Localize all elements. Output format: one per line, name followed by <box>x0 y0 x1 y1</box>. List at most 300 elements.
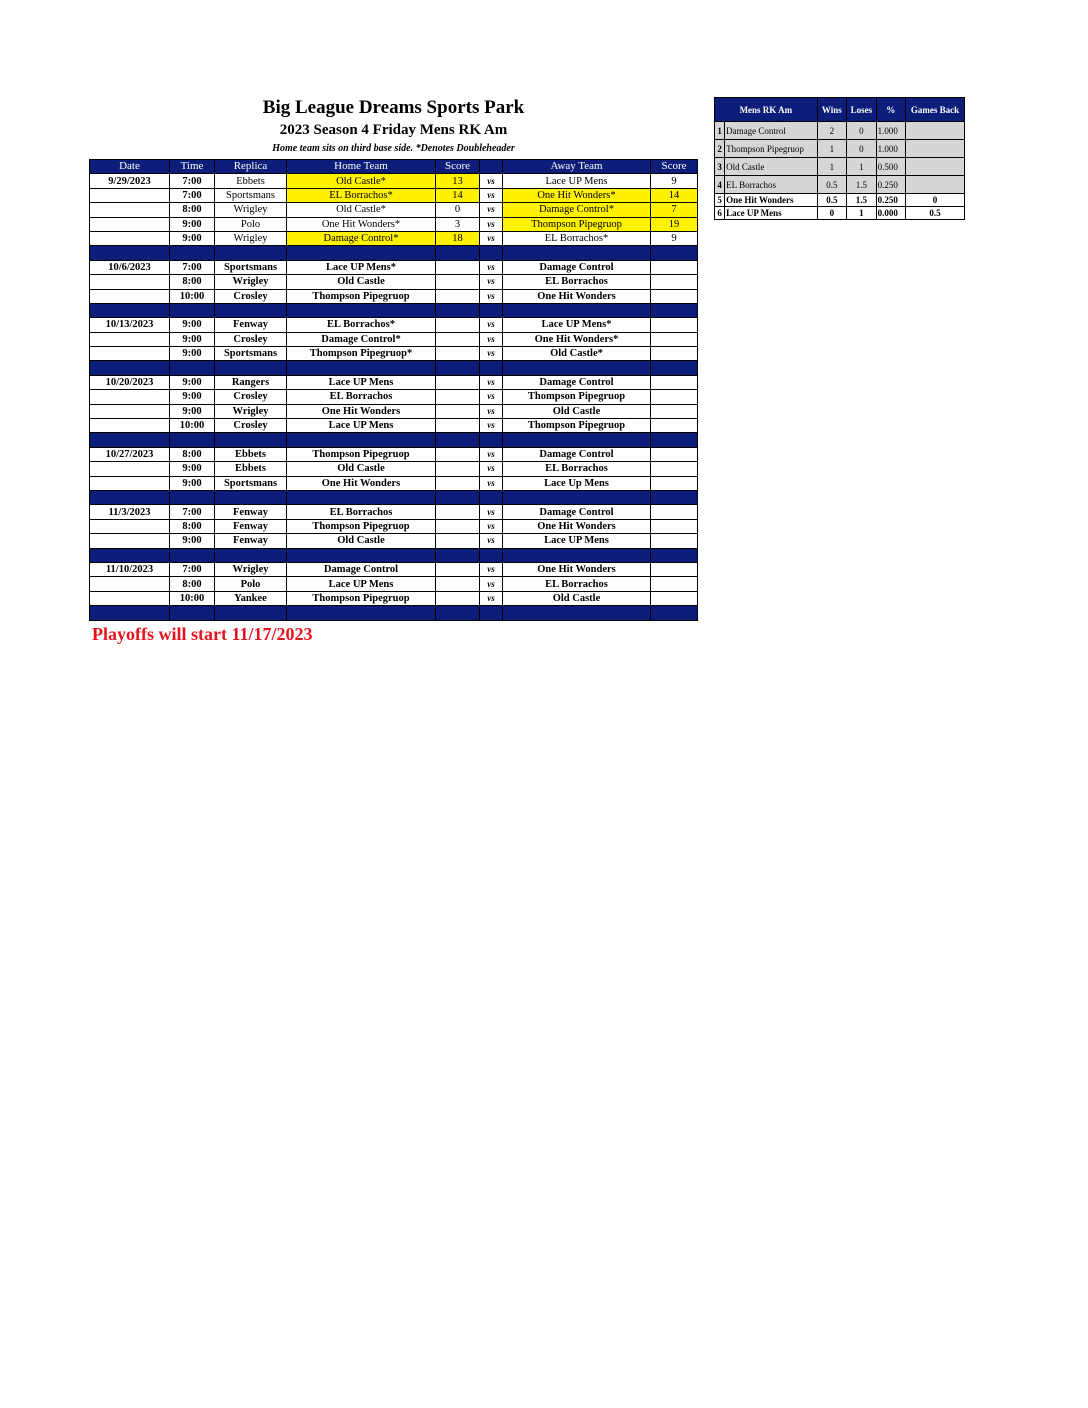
away-team: EL Borrachos <box>503 462 651 476</box>
standings-loses: 1 <box>847 207 876 220</box>
game-row <box>90 188 698 202</box>
game-replica: Fenway <box>215 318 287 332</box>
standings-rank: 4 <box>715 176 725 194</box>
game-replica: Sportsmans <box>215 260 287 274</box>
game-date <box>90 462 170 476</box>
away-score <box>651 318 698 332</box>
standings-games-back <box>906 140 965 158</box>
vs-label: vs <box>480 275 503 289</box>
home-team: Damage Control* <box>287 332 436 346</box>
standings-team: Lace UP Mens <box>725 207 817 220</box>
game-replica: Wrigley <box>215 275 287 289</box>
home-team: Old Castle* <box>287 203 436 217</box>
game-date <box>90 231 170 245</box>
away-team: Old Castle <box>503 591 651 605</box>
game-replica: Ebbets <box>215 462 287 476</box>
separator-cell <box>480 303 503 317</box>
home-score <box>436 534 480 548</box>
game-row <box>90 289 698 303</box>
home-team: Damage Control <box>287 562 436 576</box>
home-score <box>436 289 480 303</box>
standings-wins: 0.5 <box>817 194 846 207</box>
game-time: 7:00 <box>170 188 215 202</box>
standings-games-back: 0.5 <box>906 207 965 220</box>
away-team: Damage Control* <box>503 203 651 217</box>
standings-rank: 3 <box>715 158 725 176</box>
home-team: EL Borrachos* <box>287 318 436 332</box>
standings-team: Damage Control <box>725 122 817 140</box>
home-score <box>436 562 480 576</box>
standings-team: Thompson Pipegruop <box>725 140 817 158</box>
home-team: Thompson Pipegruop <box>287 289 436 303</box>
away-team: EL Borrachos* <box>503 231 651 245</box>
vs-label: vs <box>480 318 503 332</box>
week-separator-row <box>90 246 698 260</box>
separator-cell <box>215 606 287 620</box>
away-team: Old Castle <box>503 404 651 418</box>
vs-label: vs <box>480 519 503 533</box>
standings-games-back: 0 <box>906 194 965 207</box>
away-score <box>651 375 698 389</box>
game-date <box>90 476 170 490</box>
game-row <box>90 375 698 389</box>
vs-label: vs <box>480 419 503 433</box>
game-date <box>90 534 170 548</box>
game-date <box>90 390 170 404</box>
standings-games-back <box>906 176 965 194</box>
home-score <box>436 318 480 332</box>
away-score <box>651 347 698 361</box>
standings-row <box>715 140 965 158</box>
away-team: Damage Control <box>503 505 651 519</box>
home-team: Thompson Pipegruop <box>287 519 436 533</box>
game-replica: Wrigley <box>215 231 287 245</box>
away-team: Damage Control <box>503 260 651 274</box>
game-row <box>90 447 698 461</box>
standings-games-back <box>906 122 965 140</box>
vs-label: vs <box>480 577 503 591</box>
separator-cell <box>287 606 436 620</box>
game-date: 10/13/2023 <box>90 318 170 332</box>
home-score: 3 <box>436 217 480 231</box>
schedule-table <box>89 159 698 621</box>
header-away-team: Away Team <box>503 160 651 174</box>
standings-loses: 1.5 <box>847 194 876 207</box>
header-home-score: Score <box>436 160 480 174</box>
playoffs-notice: Playoffs will start 11/17/2023 <box>92 624 313 644</box>
game-date <box>90 591 170 605</box>
separator-cell <box>436 433 480 447</box>
away-team: One Hit Wonders <box>503 562 651 576</box>
separator-cell <box>503 548 651 562</box>
week-separator-row <box>90 361 698 375</box>
standings-pct: 1.000 <box>876 140 905 158</box>
separator-cell <box>170 433 215 447</box>
separator-cell <box>651 548 698 562</box>
home-team: Thompson Pipegruop <box>287 591 436 605</box>
standings-pct: 0.500 <box>876 158 905 176</box>
week-separator-row <box>90 303 698 317</box>
game-replica: Crosley <box>215 419 287 433</box>
home-team: Lace UP Mens <box>287 577 436 591</box>
away-score: 9 <box>651 231 698 245</box>
vs-label: vs <box>480 289 503 303</box>
game-time: 9:00 <box>170 462 215 476</box>
separator-cell <box>436 490 480 504</box>
standings-team: Old Castle <box>725 158 817 176</box>
separator-cell <box>90 490 170 504</box>
away-team: Thompson Pipegruop <box>503 217 651 231</box>
game-date: 11/10/2023 <box>90 562 170 576</box>
vs-label: vs <box>480 217 503 231</box>
standings-pct: 0.000 <box>876 207 905 220</box>
vs-label: vs <box>480 203 503 217</box>
away-team: Thompson Pipegruop <box>503 390 651 404</box>
standings-table <box>714 97 965 220</box>
standings-header-games-back: Games Back <box>906 98 965 122</box>
away-team: Lace Up Mens <box>503 476 651 490</box>
home-score <box>436 577 480 591</box>
away-score <box>651 519 698 533</box>
game-date: 10/20/2023 <box>90 375 170 389</box>
home-score <box>436 591 480 605</box>
separator-cell <box>651 361 698 375</box>
separator-cell <box>480 490 503 504</box>
away-team: Lace UP Mens <box>503 534 651 548</box>
game-time: 9:00 <box>170 375 215 389</box>
game-replica: Polo <box>215 577 287 591</box>
standings-header-team: Mens RK Am <box>715 98 818 122</box>
home-team: EL Borrachos <box>287 505 436 519</box>
away-team: One Hit Wonders* <box>503 188 651 202</box>
standings-rank: 2 <box>715 140 725 158</box>
standings-wins: 2 <box>817 122 846 140</box>
standings-row <box>715 176 965 194</box>
game-replica: Fenway <box>215 534 287 548</box>
separator-cell <box>170 548 215 562</box>
separator-cell <box>503 433 651 447</box>
vs-label: vs <box>480 462 503 476</box>
separator-cell <box>287 548 436 562</box>
game-date <box>90 347 170 361</box>
separator-cell <box>287 361 436 375</box>
game-time: 8:00 <box>170 203 215 217</box>
home-score: 13 <box>436 174 480 188</box>
separator-cell <box>651 303 698 317</box>
separator-cell <box>503 303 651 317</box>
home-score: 14 <box>436 188 480 202</box>
separator-cell <box>215 490 287 504</box>
game-row <box>90 419 698 433</box>
separator-cell <box>480 433 503 447</box>
game-date <box>90 419 170 433</box>
game-date: 11/3/2023 <box>90 505 170 519</box>
standings-games-back <box>906 158 965 176</box>
game-replica: Polo <box>215 217 287 231</box>
home-score <box>436 519 480 533</box>
away-score <box>651 505 698 519</box>
standings-header-pct: % <box>876 98 905 122</box>
away-score <box>651 591 698 605</box>
away-team: Lace UP Mens* <box>503 318 651 332</box>
standings-pct: 1.000 <box>876 122 905 140</box>
game-time: 10:00 <box>170 591 215 605</box>
separator-cell <box>480 606 503 620</box>
home-team: Thompson Pipegruop* <box>287 347 436 361</box>
standings-loses: 0 <box>847 122 876 140</box>
game-row <box>90 534 698 548</box>
vs-label: vs <box>480 332 503 346</box>
separator-cell <box>480 548 503 562</box>
home-team: One Hit Wonders <box>287 476 436 490</box>
game-time: 9:00 <box>170 217 215 231</box>
schedule-header-row <box>90 160 698 174</box>
schedule-body <box>90 174 698 620</box>
separator-cell <box>215 433 287 447</box>
home-team: Old Castle* <box>287 174 436 188</box>
away-score <box>651 447 698 461</box>
separator-cell <box>287 246 436 260</box>
game-date <box>90 332 170 346</box>
away-team: EL Borrachos <box>503 275 651 289</box>
game-replica: Rangers <box>215 375 287 389</box>
game-row <box>90 404 698 418</box>
game-row <box>90 390 698 404</box>
standings-loses: 1 <box>847 158 876 176</box>
standings-pct: 0.250 <box>876 194 905 207</box>
separator-cell <box>503 361 651 375</box>
separator-cell <box>436 606 480 620</box>
game-time: 9:00 <box>170 476 215 490</box>
game-replica: Crosley <box>215 289 287 303</box>
home-team: One Hit Wonders* <box>287 217 436 231</box>
vs-label: vs <box>480 591 503 605</box>
away-score: 19 <box>651 217 698 231</box>
separator-cell <box>215 246 287 260</box>
separator-cell <box>436 548 480 562</box>
separator-cell <box>503 246 651 260</box>
away-team: One Hit Wonders <box>503 289 651 303</box>
home-team: Old Castle <box>287 534 436 548</box>
game-replica: Sportsmans <box>215 188 287 202</box>
game-time: 9:00 <box>170 534 215 548</box>
away-score <box>651 534 698 548</box>
game-date <box>90 289 170 303</box>
separator-cell <box>170 490 215 504</box>
separator-cell <box>90 246 170 260</box>
game-replica: Crosley <box>215 332 287 346</box>
page-title: Big League Dreams Sports Park <box>262 97 525 118</box>
week-separator-row <box>90 490 698 504</box>
home-team: Old Castle <box>287 462 436 476</box>
game-replica: Yankee <box>215 591 287 605</box>
away-score <box>651 577 698 591</box>
game-time: 10:00 <box>170 419 215 433</box>
standings-row <box>715 158 965 176</box>
vs-label: vs <box>480 390 503 404</box>
schedule-note: Home team sits on third base side. *Denotes Doubleheader <box>272 143 515 154</box>
game-replica: Ebbets <box>215 447 287 461</box>
home-team: Thompson Pipegruop <box>287 447 436 461</box>
separator-cell <box>90 433 170 447</box>
separator-cell <box>436 303 480 317</box>
standings-team: EL Borrachos <box>725 176 817 194</box>
header-date: Date <box>90 160 170 174</box>
game-time: 9:00 <box>170 390 215 404</box>
separator-cell <box>651 246 698 260</box>
header-vs-spacer <box>480 160 503 174</box>
game-time: 8:00 <box>170 275 215 289</box>
home-team: Lace UP Mens* <box>287 260 436 274</box>
game-time: 9:00 <box>170 332 215 346</box>
away-score <box>651 562 698 576</box>
separator-cell <box>651 606 698 620</box>
separator-cell <box>90 303 170 317</box>
separator-cell <box>480 361 503 375</box>
separator-cell <box>215 361 287 375</box>
vs-label: vs <box>480 562 503 576</box>
game-row <box>90 462 698 476</box>
game-time: 8:00 <box>170 577 215 591</box>
home-score: 18 <box>436 231 480 245</box>
home-team: Lace UP Mens <box>287 419 436 433</box>
game-time: 9:00 <box>170 347 215 361</box>
standings-rank: 1 <box>715 122 725 140</box>
separator-cell <box>287 490 436 504</box>
game-date <box>90 203 170 217</box>
game-row <box>90 332 698 346</box>
game-row <box>90 275 698 289</box>
game-row <box>90 174 698 188</box>
home-score <box>436 505 480 519</box>
standings-rank: 6 <box>715 207 725 220</box>
away-team: Lace UP Mens <box>503 174 651 188</box>
vs-label: vs <box>480 447 503 461</box>
game-row <box>90 260 698 274</box>
game-date <box>90 188 170 202</box>
standings-wins: 1 <box>817 140 846 158</box>
vs-label: vs <box>480 404 503 418</box>
separator-cell <box>287 303 436 317</box>
game-date: 9/29/2023 <box>90 174 170 188</box>
home-score <box>436 462 480 476</box>
game-row <box>90 476 698 490</box>
header-time: Time <box>170 160 215 174</box>
separator-cell <box>480 246 503 260</box>
game-time: 7:00 <box>170 562 215 576</box>
home-score <box>436 375 480 389</box>
away-team: One Hit Wonders* <box>503 332 651 346</box>
game-replica: Wrigley <box>215 203 287 217</box>
game-row <box>90 217 698 231</box>
home-team: EL Borrachos <box>287 390 436 404</box>
standings-row <box>715 194 965 207</box>
separator-cell <box>651 490 698 504</box>
away-team: Damage Control <box>503 447 651 461</box>
away-score: 7 <box>651 203 698 217</box>
home-score <box>436 419 480 433</box>
separator-cell <box>90 548 170 562</box>
game-date <box>90 519 170 533</box>
game-row <box>90 318 698 332</box>
separator-cell <box>503 606 651 620</box>
header-home-team: Home Team <box>287 160 436 174</box>
home-score <box>436 476 480 490</box>
vs-label: vs <box>480 260 503 274</box>
game-date <box>90 404 170 418</box>
game-date <box>90 577 170 591</box>
standings-wins: 0 <box>817 207 846 220</box>
away-score <box>651 260 698 274</box>
game-time: 7:00 <box>170 174 215 188</box>
game-row <box>90 519 698 533</box>
home-team: Old Castle <box>287 275 436 289</box>
separator-cell <box>651 433 698 447</box>
game-time: 10:00 <box>170 289 215 303</box>
game-date <box>90 217 170 231</box>
game-time: 9:00 <box>170 231 215 245</box>
game-time: 9:00 <box>170 318 215 332</box>
away-team: Thompson Pipegruop <box>503 419 651 433</box>
game-replica: Sportsmans <box>215 476 287 490</box>
game-time: 9:00 <box>170 404 215 418</box>
game-row <box>90 505 698 519</box>
away-score <box>651 476 698 490</box>
away-score <box>651 289 698 303</box>
separator-cell <box>90 361 170 375</box>
header-away-score: Score <box>651 160 698 174</box>
vs-label: vs <box>480 505 503 519</box>
game-replica: Fenway <box>215 519 287 533</box>
standings-pct: 0.250 <box>876 176 905 194</box>
away-score <box>651 404 698 418</box>
separator-cell <box>215 548 287 562</box>
vs-label: vs <box>480 347 503 361</box>
game-date: 10/6/2023 <box>90 260 170 274</box>
game-replica: Sportsmans <box>215 347 287 361</box>
game-date: 10/27/2023 <box>90 447 170 461</box>
game-row <box>90 203 698 217</box>
home-score: 0 <box>436 203 480 217</box>
game-replica: Fenway <box>215 505 287 519</box>
week-separator-row <box>90 433 698 447</box>
home-score <box>436 390 480 404</box>
week-separator-row <box>90 548 698 562</box>
week-separator-row <box>90 606 698 620</box>
game-date <box>90 275 170 289</box>
separator-cell <box>436 246 480 260</box>
game-replica: Crosley <box>215 390 287 404</box>
home-score <box>436 332 480 346</box>
separator-cell <box>90 606 170 620</box>
standings-loses: 1.5 <box>847 176 876 194</box>
standings-wins: 0.5 <box>817 176 846 194</box>
standings-loses: 0 <box>847 140 876 158</box>
game-row <box>90 591 698 605</box>
home-team: Damage Control* <box>287 231 436 245</box>
header-replica: Replica <box>215 160 287 174</box>
game-replica: Wrigley <box>215 562 287 576</box>
away-team: Old Castle* <box>503 347 651 361</box>
home-team: EL Borrachos* <box>287 188 436 202</box>
away-score <box>651 390 698 404</box>
home-score <box>436 404 480 418</box>
standings-team: One Hit Wonders <box>725 194 817 207</box>
game-row <box>90 231 698 245</box>
standings-row <box>715 207 965 220</box>
separator-cell <box>170 606 215 620</box>
away-score: 9 <box>651 174 698 188</box>
